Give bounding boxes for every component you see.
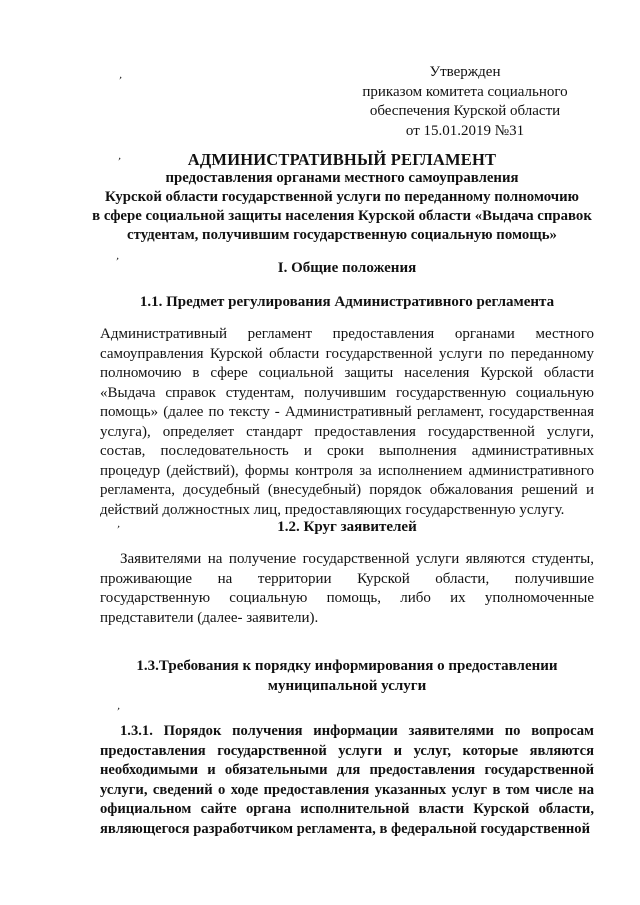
scan-mark: , [116, 517, 123, 531]
approval-line-committee: обеспечения Курской области [369, 103, 561, 119]
scan-mark: , [115, 249, 122, 263]
title-subtitle-line-1: предоставления органами местного самоуправления [165, 170, 519, 186]
section-1-3-heading-line-1: 1.3.Требования к порядку информирования о предоставлении [136, 658, 558, 674]
scan-mark: , [117, 149, 124, 163]
approval-line-approved: Утвержден [429, 64, 501, 80]
document-title [88, 150, 596, 245]
title-subtitle-line-2: Курской области государственной услуги по переданному полномочию [105, 189, 579, 205]
section-1-2-heading: 1.2. Круг заявителей [277, 519, 417, 535]
section-1-2-paragraph: Заявителями на получение государственной услуги являются студенты, проживающие на территории Курской области, получившие государственную социальную помощь, либо их уполномоченные представители (далее- заявители). [100, 551, 594, 626]
approval-line-order: приказом комитета социального [362, 83, 568, 100]
section-1-3-1-paragraph: 1.3.1. Порядок получения информации заявителями по вопросам предоставления государственной услуги и услуг, которые являются необходимыми и обязательными для предоставления государственной услуги, сведений о ходе предоставления указанных услуг в том числе на официальном сайте органа исполнительной власти Курской области, являющегося разработчиком регламента, в федеральной государственной [100, 723, 594, 837]
scan-mark: , [116, 699, 123, 713]
title-subtitle-line-4: студентам, получившим государственную социальную помощь» [127, 227, 557, 243]
section-1-3-heading-line-2: муниципальной услуги [267, 678, 427, 694]
approval-stamp [340, 63, 590, 141]
approval-line-date: от 15.01.2019 №31 [405, 122, 525, 139]
title-main: АДМИНИСТРАТИВНЫЙ РЕГЛАМЕНТ [187, 150, 497, 169]
title-subtitle-line-3: в сфере социальной защиты населения Курской области «Выдача справок [92, 208, 592, 224]
section-1-heading: I. Общие положения [277, 260, 417, 276]
section-1-1-heading: 1.1. Предмет регулирования Административного регламента [139, 294, 555, 310]
section-1-3-heading [100, 656, 594, 696]
scan-mark: , [118, 68, 125, 82]
section-1-1-paragraph: Административный регламент предоставления органами местного самоуправления Курской области государственной услуги по переданному полномочию в сфере социальной защиты населения Курской области «Выдача справок студентам, получившим государственную социальную помощь» (далее по тексту - Административный регламент, государственная услуга), определяет стандарт предоставления государственной услуги, состав, последовательность и сроки выполнения административных процедур (действий), формы контроля за исполнением административного регламента, досудебный (внесудебный) порядок обжалования решений и действий должностных лиц, предоставляющих государственную услугу. [100, 326, 594, 518]
